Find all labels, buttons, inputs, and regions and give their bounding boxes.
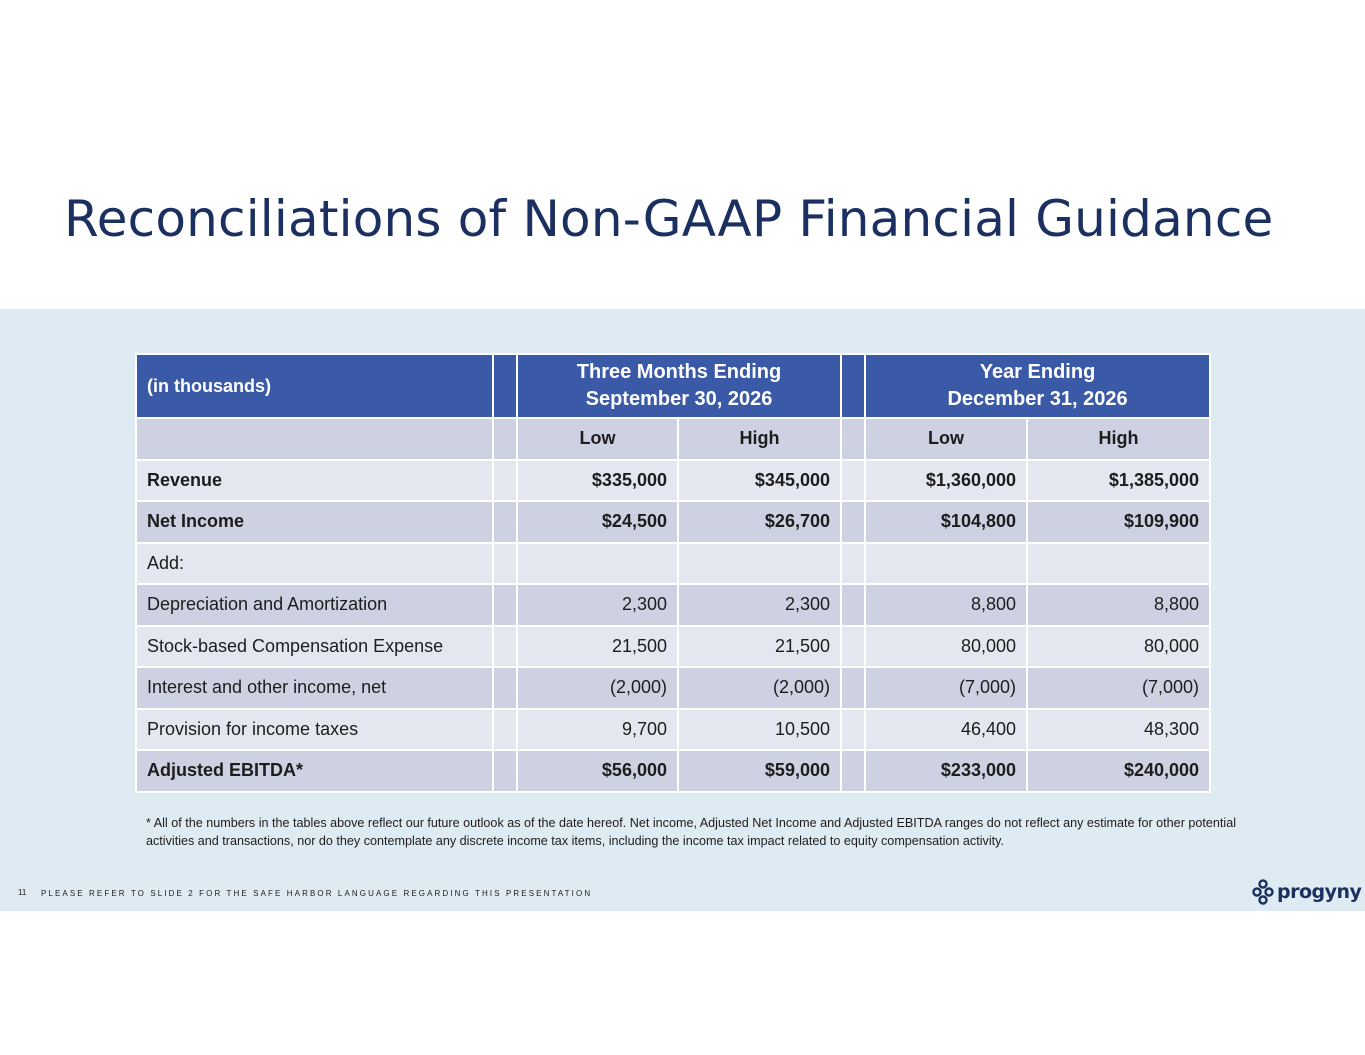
table-row xyxy=(136,543,1210,585)
spacer-cell xyxy=(841,709,865,751)
row-label: Add: xyxy=(136,543,493,585)
spacer-cell xyxy=(841,626,865,668)
value-cell xyxy=(1027,543,1210,585)
value-cell: $56,000 xyxy=(517,750,678,792)
progyny-logo-icon xyxy=(1252,879,1274,905)
period-header-line1: Year Ending xyxy=(979,361,1096,383)
logo-text: progyny xyxy=(1277,881,1362,903)
spacer-cell xyxy=(841,543,865,585)
spacer-cell xyxy=(493,354,517,418)
column-header-high: High xyxy=(1027,418,1210,460)
spacer-cell xyxy=(493,667,517,709)
column-header-high: High xyxy=(678,418,841,460)
footnote: * All of the numbers in the tables above reflect our future outlook as of the date hereof. Net income, Adjusted Net Income and Adjusted EBITDA ranges do not reflect any estimate for other potential activities and transactions, nor do they contemplate any discrete income tax items, including the income tax impact related to equity compensation activity. xyxy=(146,816,1236,848)
table-row xyxy=(136,709,1210,751)
row-label: Depreciation and Amortization xyxy=(136,584,493,626)
spacer-cell xyxy=(841,750,865,792)
spacer-cell xyxy=(493,543,517,585)
table-row xyxy=(136,667,1210,709)
value-cell: $233,000 xyxy=(865,750,1027,792)
spacer-cell xyxy=(841,460,865,502)
row-label: Interest and other income, net xyxy=(136,667,493,709)
row-label: Provision for income taxes xyxy=(136,709,493,751)
value-cell: 21,500 xyxy=(678,626,841,668)
value-cell: 80,000 xyxy=(1027,626,1210,668)
empty-cell xyxy=(136,418,493,460)
value-cell: $335,000 xyxy=(517,460,678,502)
spacer-cell xyxy=(493,626,517,668)
page-title: Reconciliations of Non-GAAP Financial Guidance xyxy=(64,190,1274,248)
table-row xyxy=(136,501,1210,543)
table-row xyxy=(136,584,1210,626)
value-cell xyxy=(678,543,841,585)
page-number: 11 xyxy=(18,888,27,897)
value-cell: 2,300 xyxy=(517,584,678,626)
row-label: Revenue xyxy=(136,460,493,502)
value-cell: (2,000) xyxy=(678,667,841,709)
period-header-line2: December 31, 2026 xyxy=(947,388,1128,410)
value-cell: (2,000) xyxy=(517,667,678,709)
value-cell xyxy=(517,543,678,585)
spacer-cell xyxy=(493,460,517,502)
period-header-year xyxy=(865,354,1210,418)
value-cell: $345,000 xyxy=(678,460,841,502)
table-subheader-row xyxy=(136,418,1210,460)
spacer-cell xyxy=(493,501,517,543)
value-cell: 21,500 xyxy=(517,626,678,668)
table-row xyxy=(136,750,1210,792)
column-header-low: Low xyxy=(517,418,678,460)
spacer-cell xyxy=(841,354,865,418)
period-header-three-months xyxy=(517,354,841,418)
spacer-cell xyxy=(493,750,517,792)
period-header-line1: Three Months Ending xyxy=(576,361,782,383)
table-header-row xyxy=(136,354,1210,418)
spacer-cell xyxy=(841,418,865,460)
value-cell: 8,800 xyxy=(1027,584,1210,626)
reconciliation-table xyxy=(135,353,1211,793)
value-cell: $109,900 xyxy=(1027,501,1210,543)
value-cell: $240,000 xyxy=(1027,750,1210,792)
value-cell: $24,500 xyxy=(517,501,678,543)
table-row xyxy=(136,460,1210,502)
safe-harbor-disclaimer: PLEASE REFER TO SLIDE 2 FOR THE SAFE HARBOR LANGUAGE REGARDING THIS PRESENTATION xyxy=(41,889,593,898)
value-cell: 9,700 xyxy=(517,709,678,751)
value-cell: $26,700 xyxy=(678,501,841,543)
units-label: (in thousands) xyxy=(136,354,493,418)
value-cell: 8,800 xyxy=(865,584,1027,626)
value-cell: 46,400 xyxy=(865,709,1027,751)
row-label: Net Income xyxy=(136,501,493,543)
value-cell: 48,300 xyxy=(1027,709,1210,751)
value-cell: (7,000) xyxy=(1027,667,1210,709)
value-cell: 80,000 xyxy=(865,626,1027,668)
row-label: Adjusted EBITDA* xyxy=(136,750,493,792)
value-cell: (7,000) xyxy=(865,667,1027,709)
spacer-cell xyxy=(841,584,865,626)
spacer-cell xyxy=(493,584,517,626)
value-cell: $1,385,000 xyxy=(1027,460,1210,502)
row-label: Stock-based Compensation Expense xyxy=(136,626,493,668)
value-cell: 10,500 xyxy=(678,709,841,751)
spacer-cell xyxy=(493,709,517,751)
period-header-line2: September 30, 2026 xyxy=(585,388,773,410)
spacer-cell xyxy=(841,501,865,543)
table-row xyxy=(136,626,1210,668)
value-cell xyxy=(865,543,1027,585)
column-header-low: Low xyxy=(865,418,1027,460)
value-cell: 2,300 xyxy=(678,584,841,626)
spacer-cell xyxy=(841,667,865,709)
value-cell: $104,800 xyxy=(865,501,1027,543)
value-cell: $1,360,000 xyxy=(865,460,1027,502)
spacer-cell xyxy=(493,418,517,460)
value-cell: $59,000 xyxy=(678,750,841,792)
progyny-logo xyxy=(1252,878,1361,906)
